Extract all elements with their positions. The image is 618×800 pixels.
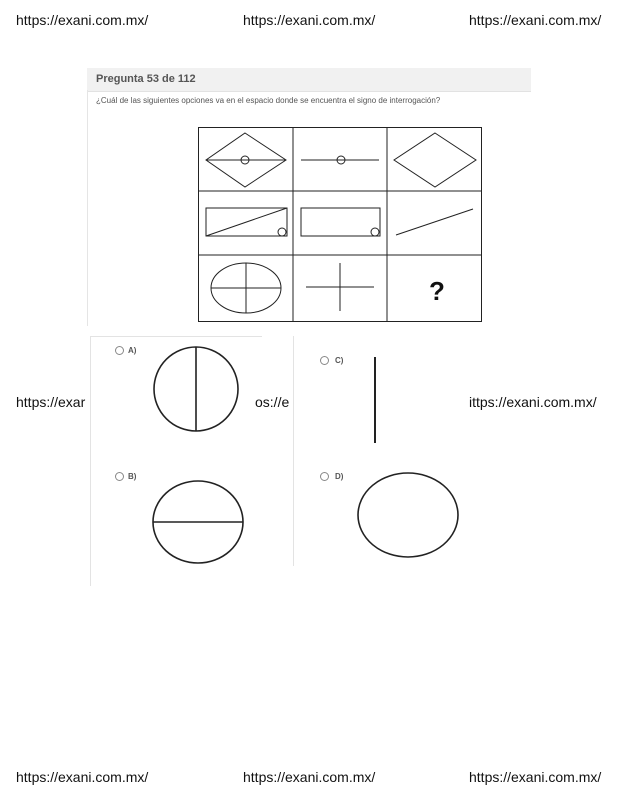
option-d-figure[interactable] bbox=[356, 471, 462, 559]
answers-divider-middle bbox=[293, 336, 294, 566]
panel-divider bbox=[87, 90, 88, 326]
option-c-radio[interactable] bbox=[320, 356, 329, 365]
cell-cross bbox=[306, 263, 374, 311]
figure-grid bbox=[198, 127, 482, 322]
option-d-label: D) bbox=[335, 472, 344, 481]
watermark-middle-right: ittps://exani.com.mx/ bbox=[469, 394, 597, 410]
option-a-label: A) bbox=[128, 346, 137, 355]
cell-line-circle bbox=[301, 156, 379, 164]
option-b-figure[interactable] bbox=[152, 479, 246, 565]
watermark-top-left: https://exani.com.mx/ bbox=[16, 12, 149, 28]
answers-divider-left bbox=[90, 336, 91, 586]
option-a-radio[interactable] bbox=[115, 346, 124, 355]
option-c-figure[interactable] bbox=[370, 356, 380, 444]
cell-rectangle-circle bbox=[301, 208, 380, 236]
question-title: Pregunta 53 de 112 bbox=[96, 73, 196, 85]
cell-rectangle-diagonal-circle bbox=[206, 208, 287, 236]
cell-diamond-line-circle bbox=[206, 133, 286, 187]
option-d-radio[interactable] bbox=[320, 472, 329, 481]
question-header bbox=[87, 68, 531, 92]
question-mark: ? bbox=[429, 276, 445, 306]
option-b-label: B) bbox=[128, 472, 137, 481]
watermark-middle-center: os://e bbox=[255, 394, 290, 410]
option-a-figure[interactable] bbox=[150, 346, 244, 432]
option-b-radio[interactable] bbox=[115, 472, 124, 481]
cell-diamond bbox=[394, 133, 476, 187]
watermark-bottom-left: https://exani.com.mx/ bbox=[16, 769, 149, 785]
watermark-top-center: https://exani.com.mx/ bbox=[243, 12, 376, 28]
cell-ellipse-cross bbox=[211, 263, 281, 313]
watermark-top-right: https://exani.com.mx/ bbox=[469, 12, 602, 28]
question-text: ¿Cuál de las siguientes opciones va en el espacio donde se encuentra el signo de interrogación? bbox=[96, 96, 441, 105]
option-c-label: C) bbox=[335, 356, 344, 365]
answers-divider-top bbox=[90, 336, 262, 337]
cell-diagonal-line bbox=[396, 209, 473, 235]
watermark-middle-left: https://exar bbox=[16, 394, 86, 410]
watermark-bottom-center: https://exani.com.mx/ bbox=[243, 769, 376, 785]
watermark-bottom-right: https://exani.com.mx/ bbox=[469, 769, 602, 785]
